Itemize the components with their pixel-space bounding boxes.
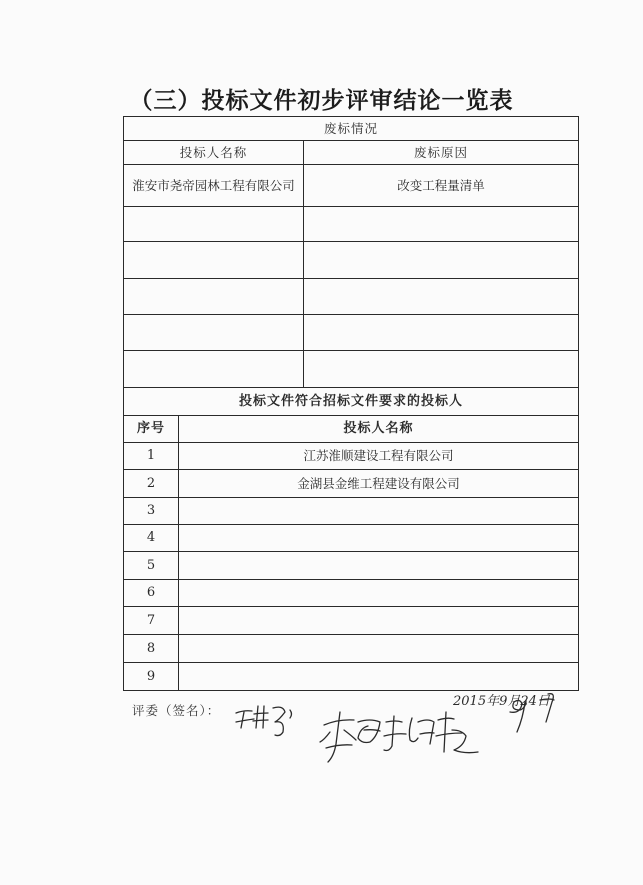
rejection-section-title: 废标情况: [124, 117, 579, 141]
row-number: 1: [124, 443, 179, 470]
qualified-col-no: 序号: [124, 416, 179, 443]
rejected-bidder-name: 淮安市尧帝园林工程有限公司: [124, 165, 304, 207]
qualified-bidder-name: 江苏淮顺建设工程有限公司: [179, 443, 579, 470]
row-number: 3: [124, 498, 179, 525]
row-number: 5: [124, 552, 179, 580]
rejection-col-reason: 废标原因: [304, 141, 579, 165]
row-number: 2: [124, 470, 179, 498]
rejection-col-bidder: 投标人名称: [124, 141, 304, 165]
row-number: 4: [124, 525, 179, 552]
signature-2: [320, 712, 478, 762]
row-number: 9: [124, 663, 179, 691]
date-strokes: [510, 694, 554, 732]
rejection-reason: 改变工程量清单: [304, 165, 579, 207]
qualified-section-title: 投标文件符合招标文件要求的投标人: [124, 388, 579, 416]
row-number: 6: [124, 580, 179, 607]
qualified-col-name: 投标人名称: [179, 416, 579, 443]
handwritten-date: 2015年9月24日: [453, 694, 550, 709]
page-title: （三）投标文件初步评审结论一览表: [129, 88, 514, 114]
judges-signature-label: 评委（签名）：: [132, 703, 221, 718]
row-number: 7: [124, 607, 179, 635]
signature-1: [236, 706, 292, 736]
row-number: 8: [124, 635, 179, 663]
qualified-bidder-name: 金湖县金维工程建设有限公司: [179, 470, 579, 498]
